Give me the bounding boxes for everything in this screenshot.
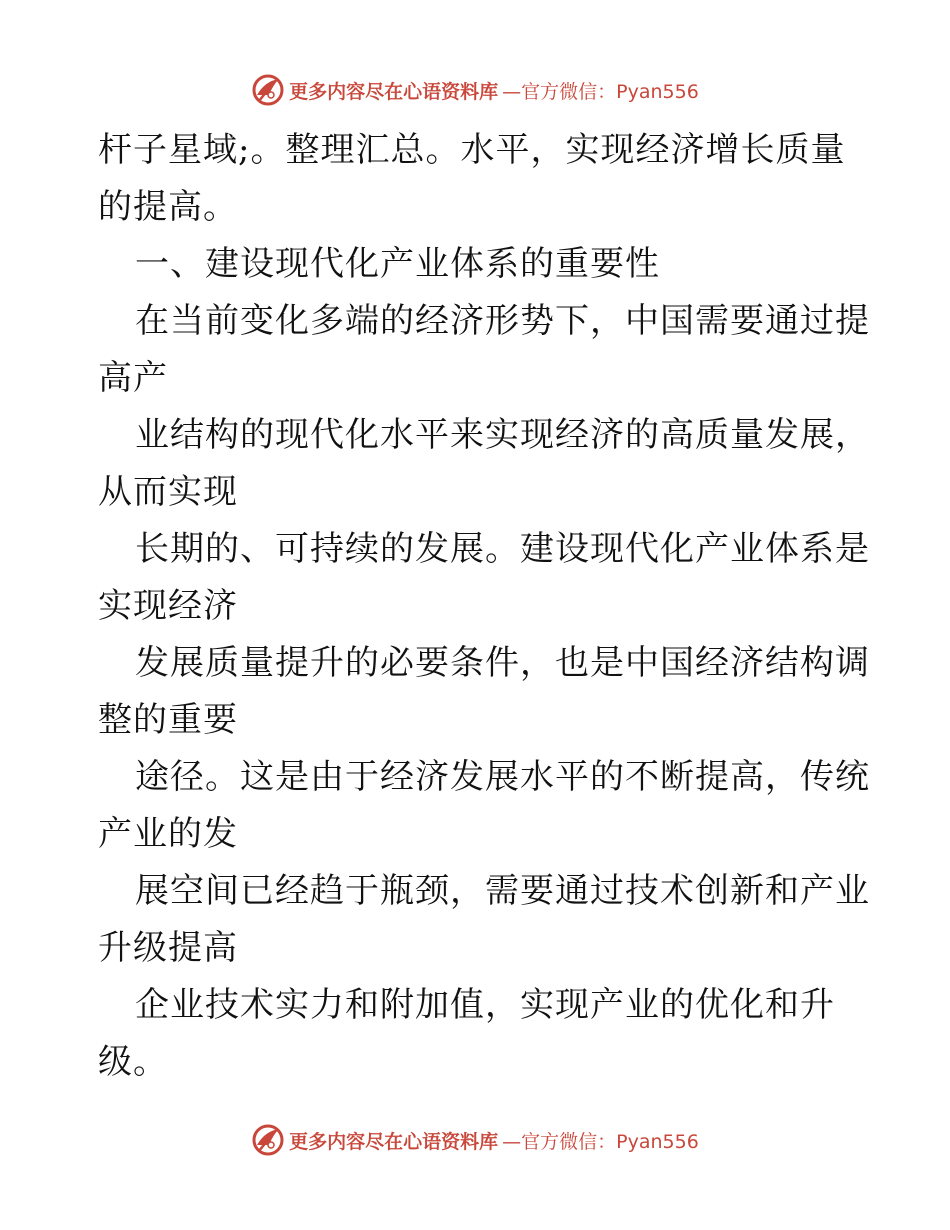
text-line: 升级提高 <box>98 928 238 968</box>
text-line: 业结构的现代化水平来实现经济的高质量发展， <box>135 415 870 455</box>
footer-banner-main-text: 更多内容尽在心语资料库 <box>289 1130 499 1153</box>
footer-banner <box>251 1123 699 1157</box>
text-line: 产业的发 <box>98 814 238 854</box>
text-line: 在当前变化多端的经济形势下，中国需要通过提 <box>135 301 870 341</box>
text-line: 杆子星域;。整理汇总。水平，实现经济增长质量 <box>98 130 846 170</box>
header-banner-sub-text: —官方微信：Pyan556 <box>502 80 699 103</box>
header-banner-main-text: 更多内容尽在心语资料库 <box>289 80 499 103</box>
page-header <box>0 70 950 110</box>
header-banner <box>251 73 699 107</box>
pen-logo-icon <box>251 73 285 107</box>
page-footer <box>0 1120 950 1160</box>
text-line: 从而实现 <box>98 472 238 512</box>
text-line: 高产 <box>98 358 168 398</box>
text-line: 长期的、可持续的发展。建设现代化产业体系是 <box>135 529 870 569</box>
section-heading: 一、建设现代化产业体系的重要性 <box>135 244 660 284</box>
text-line: 级。 <box>98 1042 168 1082</box>
text-line: 实现经济 <box>98 586 238 626</box>
text-line: 展空间已经趋于瓶颈，需要通过技术创新和产业 <box>135 871 870 911</box>
text-line: 发展质量提升的必要条件，也是中国经济结构调 <box>135 643 870 683</box>
pen-logo-icon <box>251 1123 285 1157</box>
text-line: 整的重要 <box>98 700 238 740</box>
text-line: 企业技术实力和附加值，实现产业的优化和升 <box>135 985 835 1025</box>
text-line: 途径。这是由于经济发展水平的不断提高，传统 <box>135 757 870 797</box>
footer-banner-sub-text: —官方微信：Pyan556 <box>502 1130 699 1153</box>
text-line: 的提高。 <box>98 187 238 227</box>
document-body <box>98 122 878 1091</box>
